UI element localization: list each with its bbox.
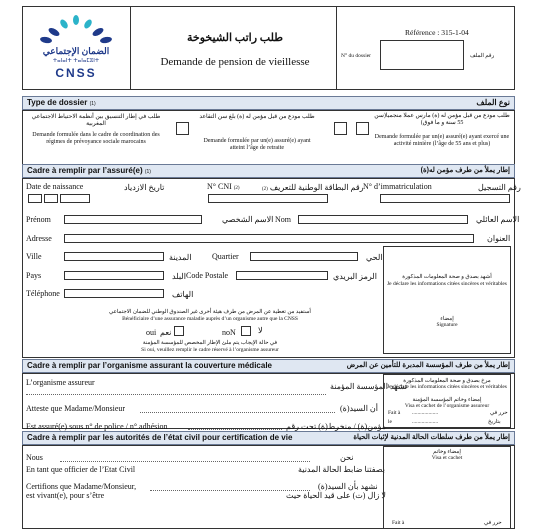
- quartier-label-ar: الحي: [366, 253, 383, 262]
- nous-line[interactable]: [60, 461, 310, 462]
- benef-ar: أستفيد من تغطية عن المرض من طرف هيئة أخرى غير الصندوق الوطني للضمان الاجتماعي: [109, 309, 311, 315]
- etat-civil-sign-ar: إمضاء وخاتم: [433, 449, 461, 455]
- type-option-3-checkbox[interactable]: [356, 122, 369, 135]
- oui-checkbox[interactable]: [174, 326, 184, 336]
- adresse-label: Adresse: [26, 234, 52, 243]
- atteste-label: Atteste que Madame/Monsieur: [26, 404, 126, 413]
- atteste-line[interactable]: [140, 412, 335, 413]
- le-dots: ...................: [412, 419, 439, 425]
- date-naissance-field-2[interactable]: [44, 194, 58, 203]
- type-dossier-label-ar: نوع الملف: [476, 98, 510, 107]
- title-arabic: طلب راتب الشيخوخة: [187, 32, 283, 44]
- vivant-label: est vivant(e), pour s’être: [26, 491, 105, 500]
- logo-tifinagh: ⵜⴰⵏⴰⵏⵜ ⵜⴰⵏⴰⵎⵓⵏⵜ: [52, 58, 100, 64]
- section-etat-civil-title: Cadre à remplir par les autorités de l’état civil pour certification de vie: [27, 433, 293, 442]
- etat-civil-fait-a: Fait à: [392, 520, 405, 526]
- organisme-visa-fr: Visa et cachet de l’organisme assureur: [404, 403, 490, 409]
- date-naissance-field-3[interactable]: [60, 194, 90, 203]
- atteste-label-ar: أن السيد(ة): [340, 404, 379, 413]
- police-label: Est assuré(e) sous n° de police / n° adhésion: [26, 422, 168, 431]
- oui-label: oui: [146, 328, 157, 337]
- officier-label-ar: بصفتنا ضابط الحالة المدنية: [298, 465, 385, 474]
- type-dossier-label: Type de dossier (1): [27, 98, 96, 107]
- police-label-ar: مؤمن(ة) / منخرط(ة) تحت رقم: [286, 422, 386, 431]
- signature-label-ar: إمضاء: [440, 316, 454, 322]
- le-label: le: [388, 419, 392, 425]
- nom-field[interactable]: [298, 215, 468, 224]
- nous-label-ar: نحن: [340, 453, 354, 462]
- nom-label-ar: الاسم العائلي: [476, 215, 520, 224]
- date-naissance-label: Date de naissance: [26, 182, 84, 191]
- police-line[interactable]: [188, 429, 282, 430]
- title-french: Demande de pension de vieillesse: [160, 56, 310, 68]
- pays-field[interactable]: [64, 271, 164, 280]
- etat-civil-sign-fr: Visa et cachet: [431, 455, 463, 461]
- quartier-label: Quartier: [212, 252, 239, 261]
- nom-label: Nom: [275, 215, 291, 224]
- etat-civil-fait-a-ar: حرر في: [484, 520, 502, 526]
- code-postal-label: Code Postale: [186, 271, 228, 280]
- non-checkbox[interactable]: [241, 326, 251, 336]
- logo-cnss: CNSS: [55, 66, 97, 80]
- benef-note-fr: Si oui, veuillez remplir le cadre réservé à l’organisme assureur: [141, 347, 279, 353]
- prenom-field[interactable]: [64, 215, 202, 224]
- certifions-label: Certifions que Madame/Monsieur,: [26, 482, 137, 491]
- cert-ar: أشهد بصدق و صحة المعلومات المذكورة: [402, 274, 492, 280]
- ville-label-ar: المدينة: [169, 253, 192, 262]
- immat-label: N° d’immatriculation: [363, 182, 432, 191]
- type-option-1-checkbox[interactable]: [176, 122, 189, 135]
- dossier-label-ar: رقم الملف: [470, 53, 495, 59]
- adresse-label-ar: العنوان: [487, 234, 511, 243]
- dossier-label: N° du dossier: [341, 53, 372, 59]
- section-etat-civil-band: [22, 431, 515, 445]
- type-option-1-fr: Demande formulée dans le cadre de coordination des régimes de prévoyance sociale marocains: [32, 132, 160, 145]
- nous-label: Nous: [26, 453, 43, 462]
- type-option-2-checkbox[interactable]: [334, 122, 347, 135]
- organisme-label: L’organisme assureur: [26, 378, 95, 387]
- type-option-2-ar: طلب مودع من قبل مؤمن له (ة) بلغ سن التقاعد: [199, 114, 315, 120]
- benef-fr: Bénéficiaire d’une assurance maladie auprès d’un organisme autre que la CNSS: [122, 316, 298, 322]
- dossier-number-field[interactable]: [380, 40, 464, 70]
- fait-a-dots: ...................: [412, 410, 439, 416]
- section-organisme-title-ar: إطار يملأ من طرف المؤسسة المدبرة للتأمين عن المرض: [346, 362, 510, 369]
- non-label: noN: [222, 328, 236, 337]
- reference: Référence : 315-1-04: [405, 28, 469, 37]
- vivant-label-ar: لا زال (ت) على قيد الحياة حيث: [286, 491, 386, 500]
- prenom-label: Prénom: [26, 215, 51, 224]
- certifions-label-ar: نشهد بأن السيد(ة): [318, 482, 378, 491]
- logo-arabic: الضمان الإجتماعي: [42, 46, 110, 56]
- section-etat-civil-title-ar: إطار يملأ من طرف سلطات الحالة المدنية لإثبات الحياة: [353, 434, 510, 441]
- organisme-visa-ar: إمضاء وخاتم المؤسسة المؤمنة: [412, 397, 482, 403]
- code-postal-field[interactable]: [236, 271, 328, 280]
- type-option-2-fr: Demande formulée par un(e) assuré(e) ayant atteint l’âge de retraite: [203, 138, 311, 151]
- section-organisme-band: [22, 359, 515, 373]
- signature-box[interactable]: [383, 246, 511, 354]
- cnss-logo-icon: [36, 14, 116, 44]
- type-dossier-band: [22, 96, 515, 110]
- benef-note-ar: في حالة الإيجاب يتم ملئ الإطار المخصص للمؤسسة المؤمنة: [142, 340, 278, 346]
- organisme-line[interactable]: [26, 394, 326, 395]
- signature-label: Signature: [436, 322, 458, 328]
- non-label-ar: لا: [258, 326, 263, 335]
- telephone-field[interactable]: [64, 289, 164, 298]
- fait-a-label-ar: حرر في: [490, 410, 508, 416]
- type-option-3-ar: طلب مودع من قبل مؤمن له (ة) مارس عملا منجميا(سن 55 سنة و ما فوق): [374, 113, 510, 126]
- pays-label: Pays: [26, 271, 42, 280]
- cert-fr: Je déclare les informations citées sincères et véritables: [387, 281, 507, 287]
- cni-label: N° CNI (2): [207, 182, 240, 191]
- telephone-label-ar: الهاتف: [172, 290, 194, 299]
- le-label-ar: بتاريخ: [488, 419, 501, 425]
- section-assure-title: Cadre à remplir par l’assuré(e) (1): [27, 166, 151, 175]
- immat-label-ar: رقم التسجيل: [478, 183, 521, 192]
- adresse-field[interactable]: [64, 234, 474, 243]
- section-assure-title-ar: إطار يملأ من طرف مؤمن له(ة): [420, 167, 510, 174]
- pays-label-ar: البلد: [172, 272, 186, 281]
- type-option-1-ar: طلب في إطار التنسيق بين أنظمة الاحتياط الاجتماعي المغربية: [31, 114, 161, 127]
- fait-a-label: Fait à: [388, 410, 401, 416]
- oui-label-ar: نعم: [160, 328, 172, 337]
- organisme-cert-ar: مرخ بصدق و صحة المعلومات المذكورة: [403, 378, 491, 384]
- section-organisme-title: Cadre à remplir par l’organisme assurant la couverture médicale: [27, 361, 272, 370]
- quartier-field[interactable]: [250, 252, 358, 261]
- ville-field[interactable]: [64, 252, 164, 261]
- section-assure-band: [22, 164, 515, 178]
- organisme-cert-fr: Je déclare les informations citées sincères et véritables: [387, 384, 507, 390]
- telephone-label: Téléphone: [26, 289, 60, 298]
- officier-label: En tant que officier de l’Etat Civil: [26, 465, 136, 474]
- cni-field[interactable]: [208, 194, 328, 203]
- code-postal-label-ar: الرمز البريدي: [333, 272, 377, 281]
- prenom-label-ar: الاسم الشخصي: [222, 215, 274, 224]
- type-option-3-fr: Demande formulée par un(e) assuré(e) ayant exercé une activité minière (l’âge de 55 ans et plus): [374, 134, 510, 147]
- date-naissance-label-ar: تاريخ الازدياد: [124, 183, 165, 192]
- ville-label: Ville: [26, 252, 42, 261]
- date-naissance-field[interactable]: [28, 194, 42, 203]
- cni-label-ar: رقم البطاقة الوطنية للتعريف (2): [262, 183, 364, 192]
- immat-field[interactable]: [380, 194, 510, 203]
- organisme-label-ar: تشهد المؤسسة المؤمنة: [330, 382, 408, 391]
